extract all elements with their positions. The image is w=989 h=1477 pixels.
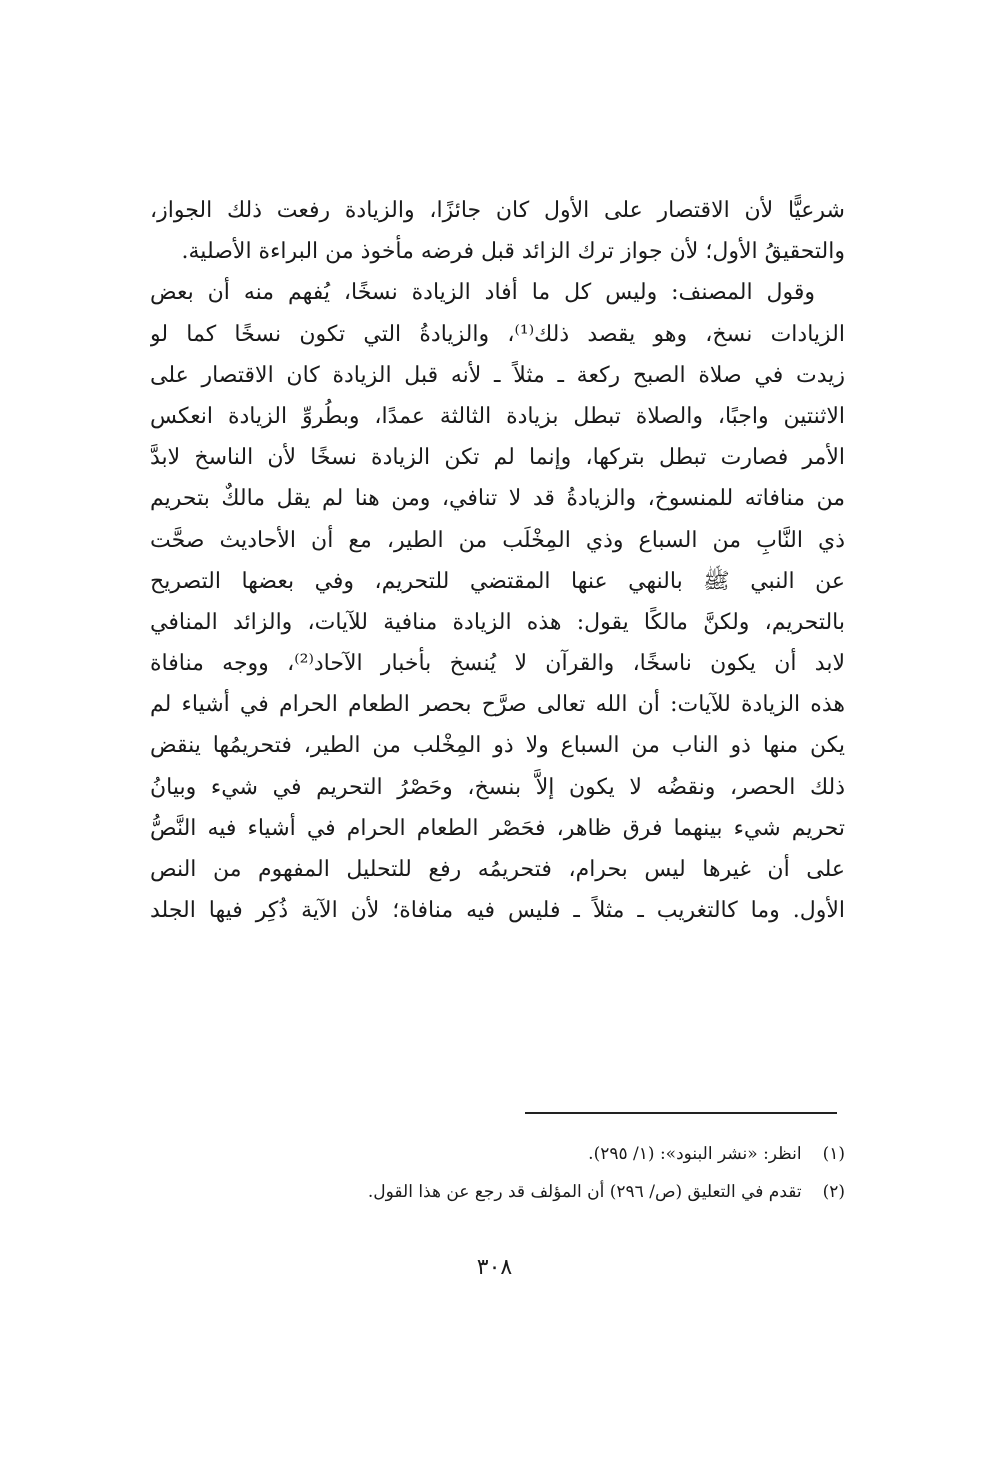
text-line: بالتحريم، ولكنَّ مالكًا يقول: هذه الزيادة منافية للآيات، والزائد المنافي	[150, 609, 845, 635]
text-line: الأول. وما كالتغريب ـ مثلاً ـ فليس فيه منافاة؛ لأن الآية ذُكِر فيها الجلد	[150, 898, 845, 924]
text-line: زيدت في صلاة الصبح ركعة ـ مثلاً ـ لأنه قبل الزيادة كان الاقتصار على	[150, 362, 845, 388]
text-line: والتحقيقُ الأول؛ لأن جواز ترك الزائد قبل فرضه مأخوذ من البراءة الأصلية.	[181, 239, 845, 265]
text-line: ذلك الحصر، ونقضُه لا يكون إلاَّ بنسخ، وحَصْرُ التحريم في شيء وبيانُ	[150, 774, 845, 800]
text-line: شرعيًّا لأن الاقتصار على الأول كان جائزًا، والزيادة رفعت ذلك الجواز،	[150, 198, 845, 223]
text-line: الاثنتين واجبًا، والصلاة تبطل بزيادة الثالثة عمدًا، وبطُروِّ الزيادة انعكس	[150, 403, 845, 429]
footnote-text: انظر: «نشر البنود»: (١/ ٢٩٥).	[588, 1144, 802, 1164]
text-line: عن النبي ﷺ بالنهي عنها المقتضي للتحريم، وفي بعضها التصريح	[150, 568, 845, 594]
page-number: ٣٠٨	[476, 1255, 513, 1280]
text-line: على أن غيرها ليس بحرام، فتحريمُه رفع للتحليل المفهوم من النص	[150, 857, 845, 882]
text-line: الزيادات نسخ، وهو يقصد ذلك⁽¹⁾، والزيادةُ التي تكون نسخًا كما لو	[150, 321, 845, 347]
text-line: يكن منها ذو الناب من السباع ولا ذو المِخْلب من الطير، فتحريمُها ينقض	[150, 733, 845, 759]
footnote-number: (٢)	[822, 1182, 845, 1202]
footnotes	[300, 1135, 845, 1211]
main-text	[150, 190, 845, 931]
text-line: ذي النَّابِ من السباع وذي المِخْلَب من الطير، مع أن الأحاديث صحَّت	[150, 527, 845, 553]
footnote	[300, 1135, 845, 1173]
footnote-text: تقدم في التعليق (ص/ ٢٩٦) أن المؤلف قد رجع عن هذا القول.	[367, 1182, 802, 1202]
text-line: تحريم شيء بينهما فرق ظاهر، فحَصْر الطعام الحرام في أشياء فيه النَّصُّ	[150, 815, 845, 841]
text-line: لابد أن يكون ناسخًا، والقرآن لا يُنسخ بأخبار الآحاد⁽²⁾، ووجه منافاة	[150, 651, 845, 677]
text-line: وقول المصنف: وليس كل ما أفاد الزيادة نسخًا، يُفهم منه أن بعض	[150, 280, 815, 306]
footnote-number: (١)	[822, 1144, 845, 1164]
footnote-divider	[525, 1112, 837, 1114]
text-line: الأمر فصارت تبطل بتركها، وإنما لم تكن الزيادة نسخًا لأن الناسخ لابدَّ	[150, 445, 845, 471]
text-line: من منافاته للمنسوخ، والزيادةُ قد لا تنافي، ومن هنا لم يقل مالكٌ بتحريم	[150, 486, 845, 512]
text-line: هذه الزيادة للآيات: أن الله تعالى صرَّح بحصر الطعام الحرام في أشياء لم	[150, 692, 845, 718]
footnote	[300, 1173, 845, 1211]
